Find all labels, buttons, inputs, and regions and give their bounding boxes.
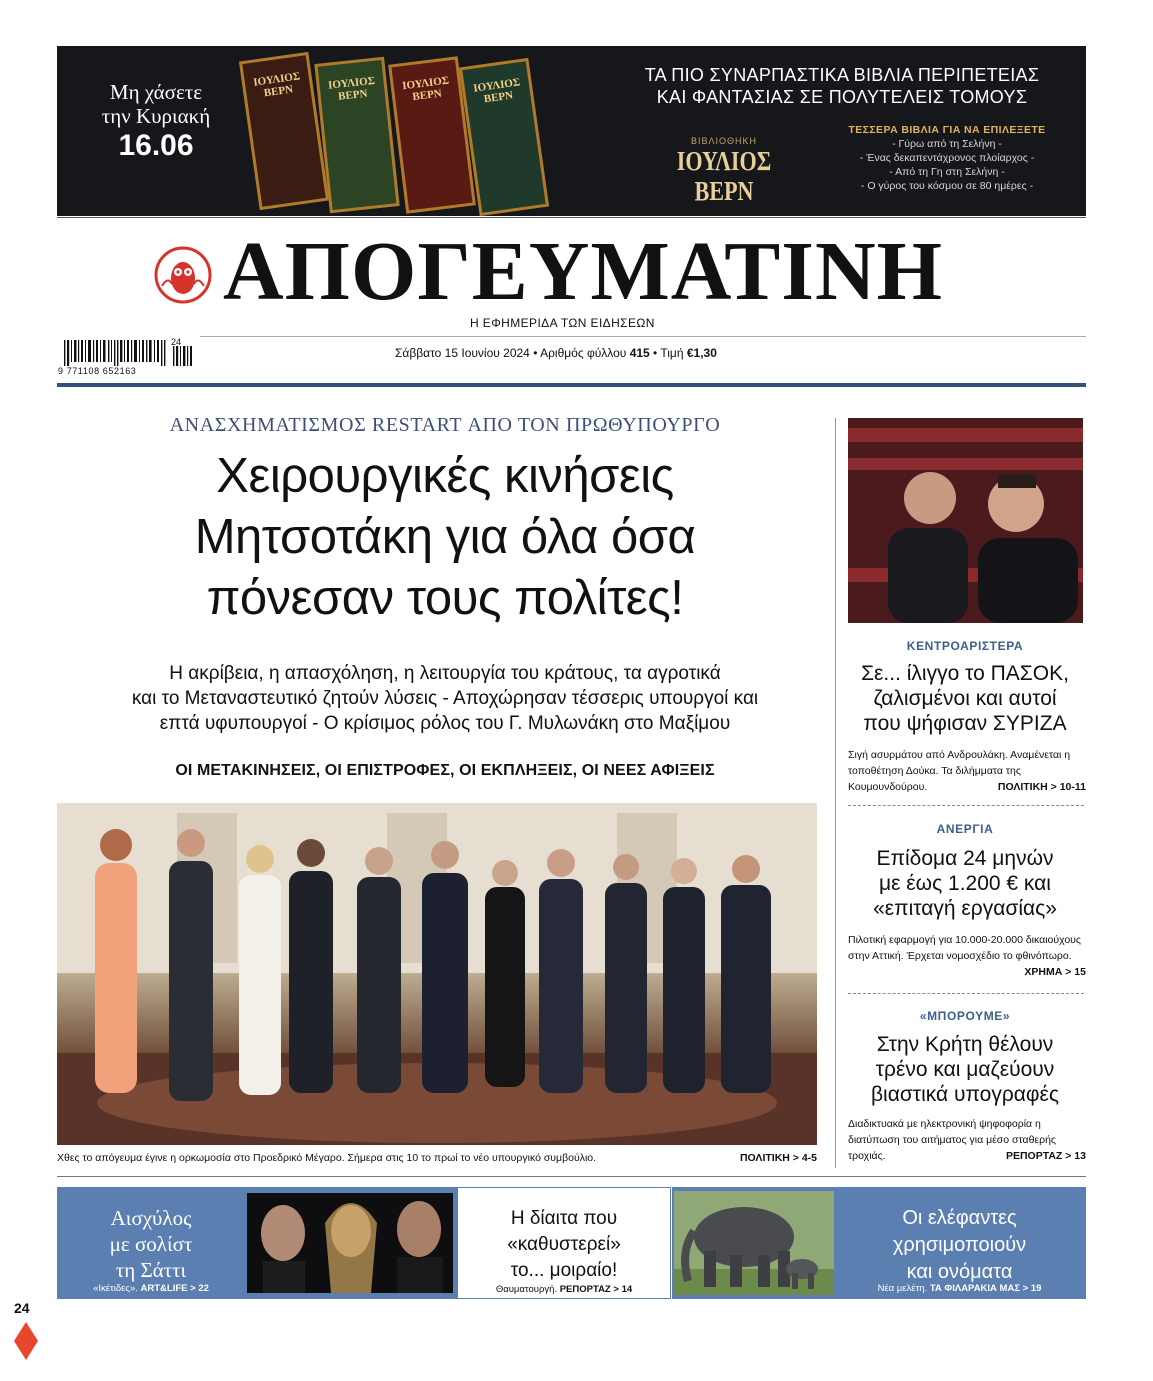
divider bbox=[57, 1176, 1086, 1177]
side-story-headline[interactable] bbox=[845, 1032, 1085, 1107]
main-headline-line2: Μητσοτάκη για όλα όσα bbox=[194, 510, 696, 564]
main-kicker: ΑΝΑΣΧΗΜΑΤΙΣΜΟΣ RESTART ΑΠΟ ΤΟΝ ΠΡΩΘΥΠΟΥΡΓΟ bbox=[169, 414, 721, 436]
side-story-headline[interactable] bbox=[845, 661, 1085, 736]
barcode bbox=[58, 337, 193, 376]
side-story-section: ΑΝΕΡΓΙΑ bbox=[936, 822, 994, 836]
barcode-addon: 24 bbox=[171, 337, 182, 347]
book-cover: ΙΟΥΛΙΟΣ ΒΕΡΝ bbox=[459, 58, 549, 216]
side-story-body bbox=[848, 747, 1086, 795]
bottom-promo-title bbox=[837, 1205, 1082, 1286]
caption-ref[interactable]: ΠΟΛΙΤΙΚΗ > 4-5 bbox=[739, 1152, 817, 1164]
promo-banner[interactable] bbox=[57, 46, 1086, 216]
bottom-promo-line: και ονόματα bbox=[906, 1261, 1013, 1283]
promo-list-item: - Ο γύρος του κόσμου σε 80 ημέρες - bbox=[860, 180, 1034, 192]
side-story-body bbox=[848, 1116, 1086, 1164]
bottom-promo-ref-text: Νέα μελέτη. bbox=[877, 1283, 930, 1294]
side-headline-line: Σε... ίλιγγο το ΠΑΣΟΚ, bbox=[861, 662, 1069, 685]
library-logo bbox=[639, 136, 809, 206]
promo-list-item: - Γύρω από τη Σελήνη - bbox=[892, 138, 1002, 150]
main-deck-line2: και το Μεταναστευτικό ζητούν λύσεις - Αποχώρησαν τέσσερις υπουργοί και bbox=[131, 688, 759, 709]
promo-headline-line2: ΚΑΙ ΦΑΝΤΑΣΙΑΣ ΣΕ ΠΟΛΥΤΕΛΕΙΣ ΤΟΜΟΥΣ bbox=[656, 87, 1028, 107]
owl-emblem-icon bbox=[150, 246, 216, 304]
main-headline[interactable] bbox=[60, 446, 830, 629]
side-headline-line: Στην Κρήτη θέλουν bbox=[876, 1033, 1054, 1056]
caption-text: Χθες το απόγευμα έγινε η ορκωμοσία στο Προεδρικό Μέγαρο. Σήμερα στις 10 το πρωί το νέο υπουργικό συμβούλιο. bbox=[57, 1152, 597, 1164]
column-divider bbox=[835, 418, 836, 1168]
side-body-text: Διαδικτυακά με ηλεκτρονική ψηφοφορία η διατύπωση του αιτήματος για μέσο σταθερής τροχιάς. bbox=[848, 1118, 1056, 1162]
bottom-promo-ref-text: «Ικέτιδες». bbox=[93, 1283, 141, 1294]
promo-list-title: ΤΕΣΣΕΡΑ ΒΙΒΛΙΑ ΓΙΑ ΝΑ ΕΠΙΛΕΞΕΤΕ bbox=[848, 124, 1046, 136]
bottom-promo-line: Αισχύλος bbox=[110, 1206, 192, 1230]
photo-caption bbox=[57, 1152, 817, 1164]
bottom-promo-ref-link[interactable]: ΡΕΠΟΡΤΑΖ > 14 bbox=[559, 1284, 633, 1295]
promo-date: 16.06 bbox=[118, 129, 194, 162]
side-headline-line: βιαστικά υπογραφές bbox=[870, 1083, 1060, 1106]
promo-left-line1: Μη χάσετε bbox=[109, 80, 203, 104]
politicians-photo-illustration bbox=[848, 418, 1083, 623]
library-label: ΒΙΒΛΙΟΘΗΚΗ bbox=[690, 136, 758, 146]
promo-list-item: - Ένας δεκαπεντάχρονος πλοίαρχος - bbox=[859, 152, 1035, 164]
dateline bbox=[395, 346, 717, 360]
page-number: 24 bbox=[14, 1300, 30, 1316]
promo-left-line2: την Κυριακή bbox=[101, 104, 211, 128]
diamond-icon bbox=[14, 1322, 38, 1360]
price: €1,30 bbox=[686, 346, 717, 360]
side-photo[interactable] bbox=[848, 418, 1083, 623]
main-photo[interactable] bbox=[57, 803, 817, 1145]
side-body-text: Πιλοτική εφαρμογή για 10.000-20.000 δικαιούχους στην Αττική. Έρχεται νομοσχέδιο το φθινόπωρο. bbox=[848, 934, 1081, 962]
cabinet-photo-illustration bbox=[57, 803, 817, 1145]
masthead-blue-rule bbox=[57, 383, 1086, 387]
book-cover: ΙΟΥΛΙΟΣ ΒΕΡΝ bbox=[314, 57, 399, 213]
dashed-divider bbox=[848, 993, 1084, 994]
barcode-number: 9 771108 652163 bbox=[58, 366, 137, 376]
side-headline-line: τρένο και μαζεύουν bbox=[875, 1058, 1055, 1081]
bottom-promo-ref bbox=[63, 1283, 239, 1294]
main-subhead: ΟΙ ΜΕΤΑΚΙΝΗΣΕΙΣ, ΟΙ ΕΠΙΣΤΡΟΦΕΣ, ΟΙ ΕΚΠΛΗΞΕΙΣ, ΟΙ ΝΕΕΣ ΑΦΙΞΕΙΣ bbox=[175, 762, 715, 779]
price-label: • Τιμή bbox=[649, 346, 687, 360]
issue-number: 415 bbox=[629, 346, 650, 360]
library-name: ΙΟΥΛΙΟΣ ΒΕΡΝ bbox=[676, 146, 772, 206]
dashed-divider bbox=[848, 805, 1084, 806]
side-headline-line: «επιταγή εργασίας» bbox=[873, 897, 1057, 920]
book-cover: ΙΟΥΛΙΟΣ ΒΕΡΝ bbox=[388, 56, 476, 213]
bottom-promo-title bbox=[458, 1206, 670, 1284]
side-headline-line: Επίδομα 24 μηνών bbox=[876, 847, 1054, 870]
side-story-section: «ΜΠΟΡΟΥΜΕ» bbox=[919, 1009, 1011, 1023]
promo-headline bbox=[622, 64, 1062, 108]
bottom-promo-line: χρησιμοποιούν bbox=[892, 1234, 1027, 1256]
main-headline-line1: Χειρουργικές κινήσεις bbox=[216, 449, 674, 503]
side-body-text: Σιγή ασυρμάτου από Ανδρουλάκη. Αναμένεται η τοποθέτηση Δούκα. Τα διλήμματα της Κουμουνδούρου. bbox=[848, 749, 1071, 793]
dateline-text: Σάββατο 15 Ιουνίου 2024 • Αριθμός φύλλου bbox=[395, 346, 630, 360]
bottom-promo-line: με σολίστ bbox=[109, 1232, 193, 1256]
bottom-promo-line: το... μοιραίο! bbox=[510, 1260, 618, 1281]
promo-headline-line1: ΤΑ ΠΙΟ ΣΥΝΑΡΠΑΣΤΙΚΑ ΒΙΒΛΙΑ ΠΕΡΙΠΕΤΕΙΑΣ bbox=[644, 65, 1040, 85]
side-story-headline[interactable] bbox=[845, 846, 1085, 921]
elephants-photo-illustration bbox=[674, 1191, 834, 1295]
main-headline-line3: πόνεσαν τους πολίτες! bbox=[206, 571, 684, 625]
actors-photo-illustration bbox=[247, 1193, 453, 1293]
promo-book-list bbox=[827, 123, 1067, 193]
side-headline-line: ζαλισμένοι και αυτοί bbox=[873, 687, 1057, 710]
side-story-ref[interactable]: ΠΟΛΙΤΙΚΗ > 10-11 bbox=[997, 781, 1086, 793]
bottom-promo-ref-link[interactable]: ART&LIFE > 22 bbox=[140, 1283, 209, 1294]
bottom-promo-line: Η δίαιτα που bbox=[510, 1208, 618, 1229]
masthead-tagline: Η ΕΦΗΜΕΡΙΔΑ ΤΩΝ ΕΙΔΗΣΕΩΝ bbox=[470, 316, 655, 330]
side-story-section: ΚΕΝΤΡΟΑΡΙΣΤΕΡΑ bbox=[906, 639, 1024, 653]
side-headline-line: που ψήφισαν ΣΥΡΙΖΑ bbox=[863, 712, 1067, 735]
side-headline-line: με έως 1.200 € και bbox=[879, 872, 1051, 895]
bottom-promo-line: «καθυστερεί» bbox=[507, 1234, 621, 1255]
bottom-promo-aeschylus[interactable] bbox=[57, 1187, 457, 1299]
bottom-promo-elephants[interactable] bbox=[672, 1187, 1086, 1299]
bottom-promo-line: τη Σάττι bbox=[115, 1258, 187, 1282]
side-story-ref[interactable]: ΡΕΠΟΡΤΑΖ > 13 bbox=[1005, 1150, 1086, 1162]
bottom-promo-ref bbox=[837, 1283, 1082, 1294]
masthead-title: ΑΠΟΓΕΥΜΑΤΙΝΗ bbox=[223, 225, 943, 318]
promo-left-text bbox=[81, 80, 231, 164]
main-deck bbox=[60, 661, 830, 736]
main-deck-line3: επτά υφυπουργοί - Ο κρίσιμος ρόλος του Γ. Μυλωνάκη στο Μαξίμου bbox=[159, 713, 731, 734]
book-cover: ΙΟΥΛΙΟΣ ΒΕΡΝ bbox=[239, 52, 329, 210]
divider bbox=[200, 336, 1086, 337]
divider bbox=[57, 217, 1086, 218]
bottom-promo-line: Οι ελέφαντες bbox=[902, 1207, 1017, 1229]
bottom-promo-diet[interactable] bbox=[457, 1187, 671, 1299]
promo-list-item: - Από τη Γη στη Σελήνη - bbox=[889, 166, 1005, 178]
side-story-ref[interactable]: ΧΡΗΜΑ > 15 bbox=[1024, 966, 1086, 978]
bottom-promo-ref bbox=[458, 1284, 670, 1295]
main-deck-line1: Η ακρίβεια, η απασχόληση, η λειτουργία του κράτους, τα αγροτικά bbox=[169, 663, 721, 684]
bottom-promo-title bbox=[63, 1205, 239, 1283]
bottom-promo-ref-text: Θαυματουργή. bbox=[495, 1284, 560, 1295]
side-story-body bbox=[848, 932, 1086, 980]
bottom-promo-ref-link[interactable]: ΤΑ ΦΙΛΑΡΑΚΙΑ ΜΑΣ > 19 bbox=[929, 1283, 1042, 1294]
